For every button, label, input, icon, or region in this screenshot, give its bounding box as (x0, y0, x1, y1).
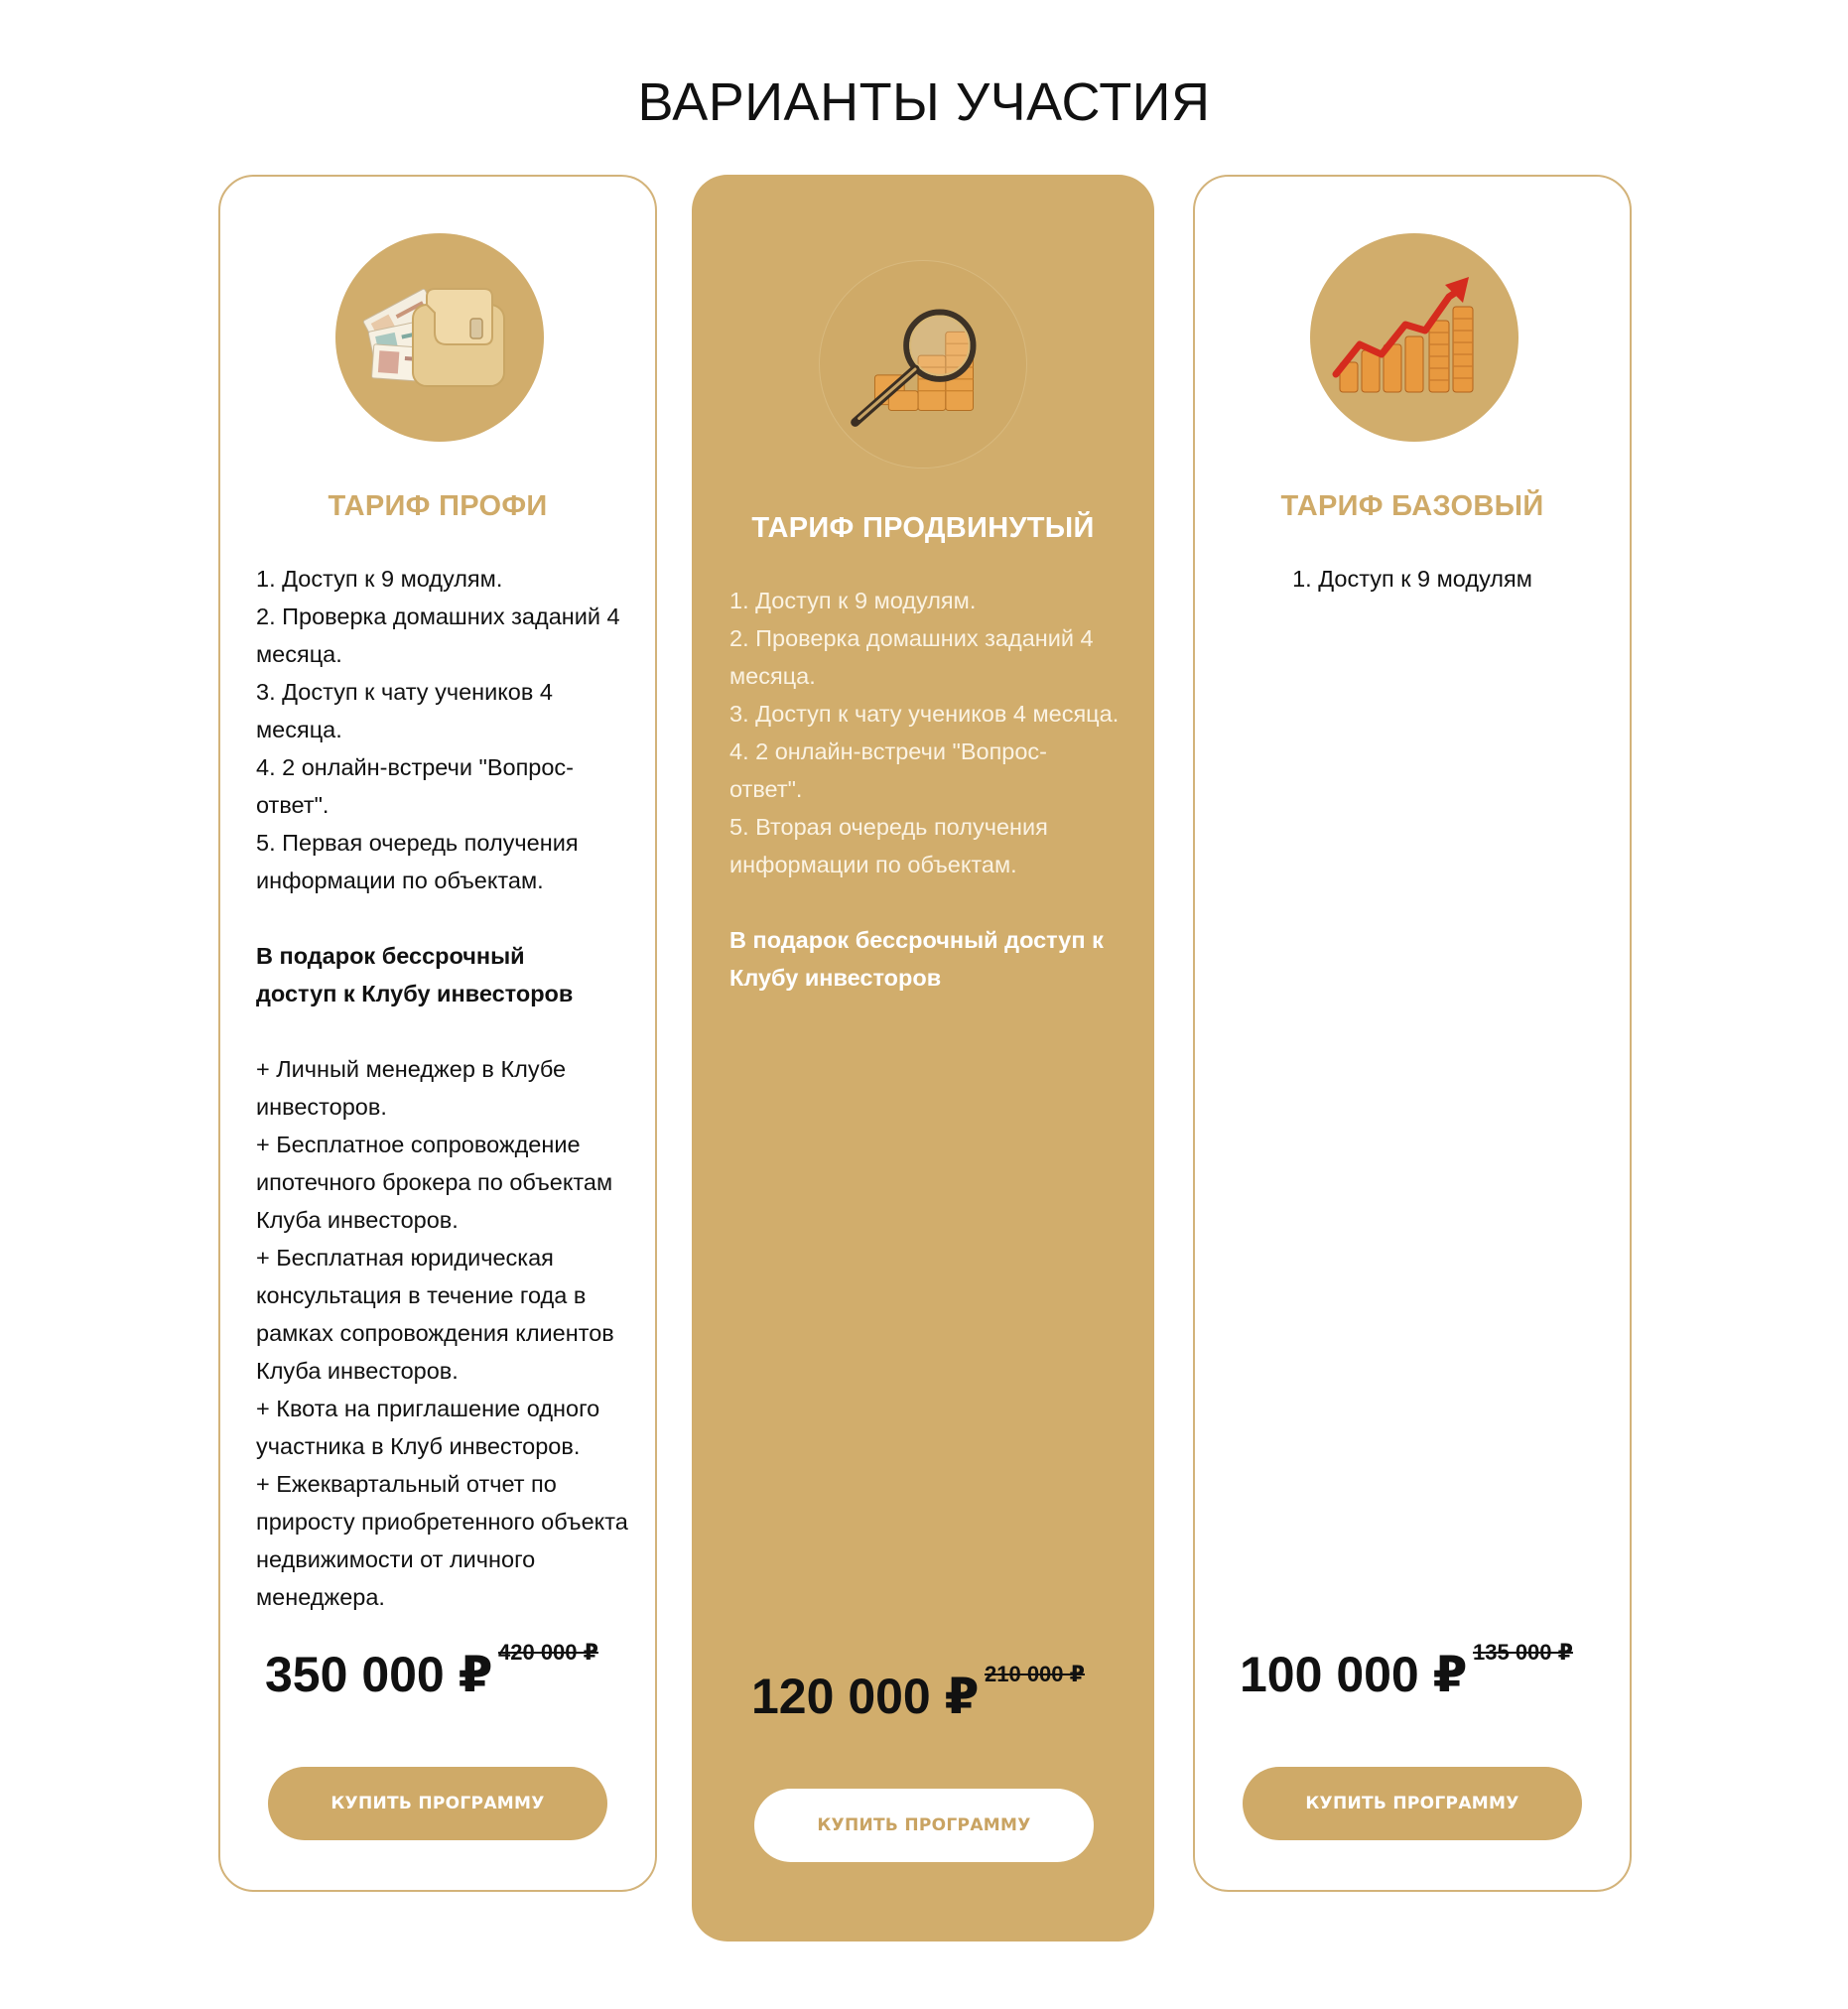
extra-item: + Квота на приглашение одного участника в Клуб инвесторов. (256, 1396, 600, 1459)
old-price: 135 000 ₽ (1473, 1640, 1573, 1665)
feature-item: 5. Первая очередь получения информации по объектам. (256, 830, 579, 893)
extra-item: + Бесплатное сопровождение ипотечного брокера по объектам Клуба инвесторов. (256, 1132, 613, 1233)
old-price: 420 000 ₽ (498, 1640, 598, 1665)
tariff-card-basic (1193, 175, 1632, 1892)
feature-item: 3. Доступ к чату учеников 4 месяца. (729, 701, 1120, 727)
price: 100 000 ₽ (1240, 1647, 1468, 1702)
price-block (1195, 1640, 1630, 1725)
buy-program-button[interactable]: КУПИТЬ ПРОГРАММУ (268, 1767, 607, 1840)
gift-text: В подарок бессрочный доступ к Клубу инвесторов (256, 943, 574, 1006)
price-block (692, 1662, 1154, 1747)
feature-list (729, 582, 1126, 997)
feature-item: 2. Проверка домашних заданий 4 месяца. (729, 625, 1094, 689)
extra-item: + Ежеквартальный отчет по приросту приобретенного объекта недвижимости от личного менеджера. (256, 1471, 628, 1610)
gift-text: В подарок бессрочный доступ к Клубу инвесторов (729, 927, 1104, 991)
price-block (220, 1640, 655, 1725)
page-title: ВАРИАНТЫ УЧАСТИЯ (637, 72, 1211, 132)
extra-item: + Личный менеджер в Клубе инвесторов. (256, 1056, 567, 1120)
tariff-title: ТАРИФ ПРОФИ (328, 490, 548, 522)
price: 350 000 ₽ (265, 1647, 493, 1702)
feature-item: 4. 2 онлайн-встречи "Вопрос-ответ". (256, 754, 575, 818)
tariff-card-advanced (692, 175, 1154, 1942)
tariff-title: ТАРИФ ПРОДВИНУТЫЙ (751, 512, 1095, 544)
feature-item: 1. Доступ к 9 модулям. (256, 566, 503, 592)
extra-item: + Бесплатная юридическая консультация в течение года в рамках сопровождения клиентов Клуба инвесторов. (256, 1245, 614, 1384)
feature-item: 1. Доступ к 9 модулям (1292, 566, 1532, 592)
wallet-money-icon (335, 233, 544, 442)
old-price: 210 000 ₽ (985, 1662, 1085, 1686)
feature-item: 2. Проверка домашних заданий 4 месяца. (256, 603, 620, 667)
magnifier-coins-icon (819, 260, 1027, 469)
feature-item: 3. Доступ к чату учеников 4 месяца. (256, 679, 553, 742)
feature-item: 1. Доступ к 9 модулям. (729, 588, 977, 613)
growth-chart-coins-icon (1310, 233, 1518, 442)
feature-list (1195, 560, 1630, 598)
feature-item: 4. 2 онлайн-встречи "Вопрос-ответ". (729, 738, 1048, 802)
buy-program-button[interactable]: КУПИТЬ ПРОГРАММУ (754, 1789, 1094, 1862)
feature-list (256, 560, 633, 1616)
feature-item: 5. Вторая очередь получения информации по объектам. (729, 814, 1048, 877)
price: 120 000 ₽ (751, 1669, 980, 1724)
buy-program-button[interactable]: КУПИТЬ ПРОГРАММУ (1243, 1767, 1582, 1840)
tariff-title: ТАРИФ БАЗОВЫЙ (1280, 490, 1544, 522)
tariff-card-profi (218, 175, 657, 1892)
